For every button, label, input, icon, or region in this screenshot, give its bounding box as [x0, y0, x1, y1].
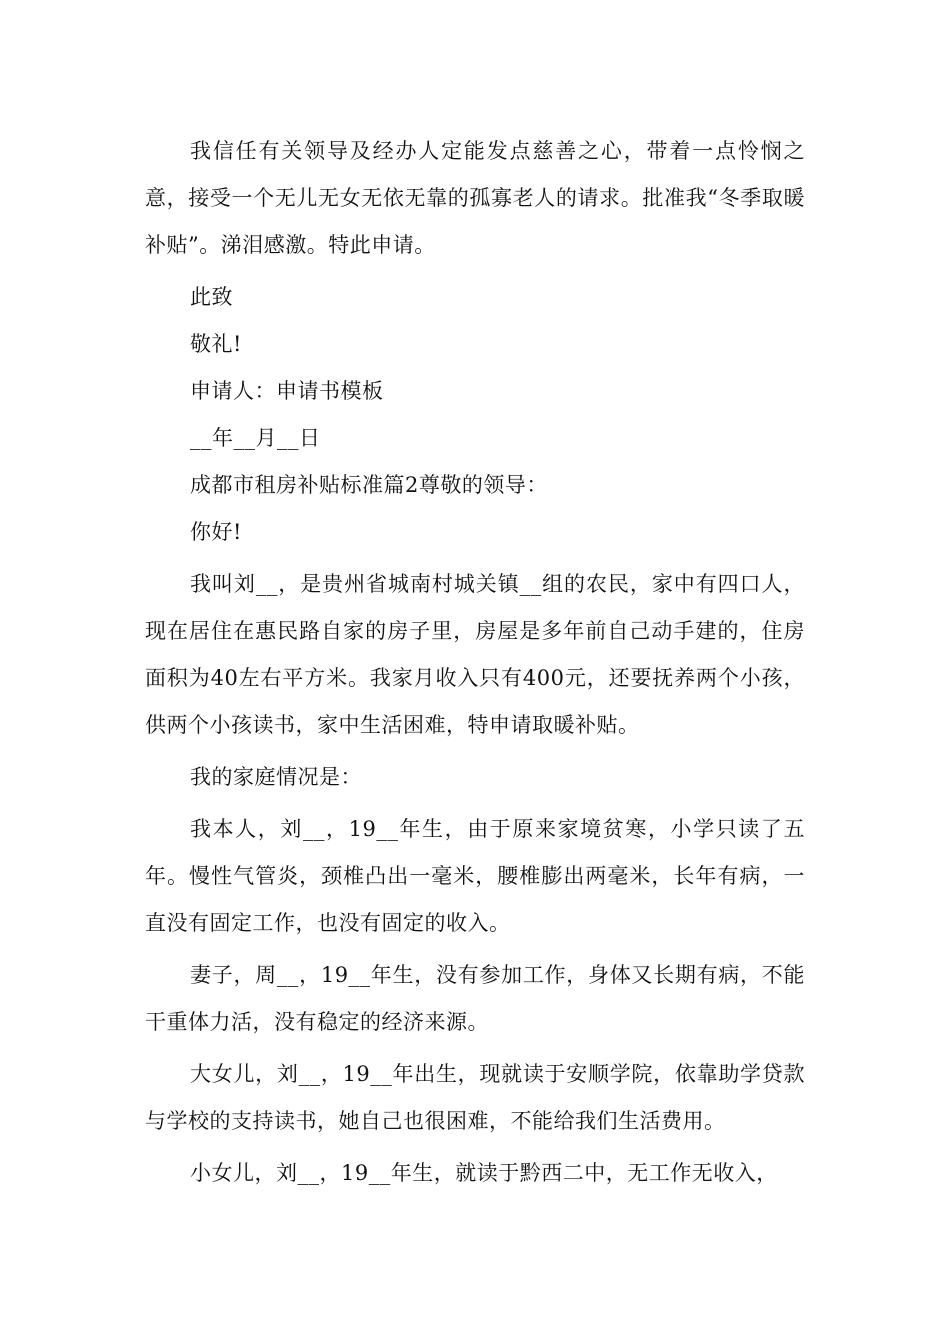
paragraph-younger-daughter: 小女儿，刘__，19__年生，就读于黔西二中，无工作无收入，: [190, 1161, 778, 1185]
paragraph-wife: 妻子，周__，19__年生，没有参加工作，身体又长期有病，不能干重体力活，没有稳定的经济来源。: [145, 963, 805, 1034]
paragraph-greeting: 你好!: [190, 520, 242, 544]
paragraph-self: 我本人，刘__，19__年生，由于原来家境贫寒，小学只读了五年。慢性气管炎，颈椎凸出一毫米，腰椎膨出两毫米，长年有病，一直没有固定工作，也没有固定的收入。: [145, 817, 805, 935]
paragraph-section-heading: 成都市租房补贴标准篇2尊敬的领导：: [190, 473, 548, 497]
paragraph-request-closing: 我信任有关领导及经办人定能发点慈善之心，带着一点怜悯之意，接受一个无儿无女无依无靠的孤寡老人的请求。批准我“冬季取暖补贴”。涕泪感激。特此申请。: [145, 139, 805, 257]
paragraph-family-heading: 我的家庭情况是：: [190, 765, 362, 789]
paragraph-salutation: 此致: [190, 285, 233, 309]
paragraph-applicant: 申请人：申请书模板: [190, 379, 384, 403]
paragraph-elder-daughter: 大女儿，刘__，19__年出生，现就读于安顺学院，依靠助学贷款与学校的支持读书，她自己也很困难，不能给我们生活费用。: [145, 1062, 805, 1133]
paragraph-introduction: 我叫刘__，是贵州省城南村城关镇__组的农民，家中有四口人，现在居住在惠民路自家的房子里，房屋是多年前自己动手建的，住房面积为40左右平方米。我家月收入只有400元，还要抚养两个小孩，供两个小孩读书，家中生活困难，特申请取暖补贴。: [145, 572, 805, 737]
paragraph-regards: 敬礼!: [190, 332, 242, 356]
document-body: [145, 128, 805, 1202]
paragraph-date: __年__月__日: [190, 426, 321, 450]
